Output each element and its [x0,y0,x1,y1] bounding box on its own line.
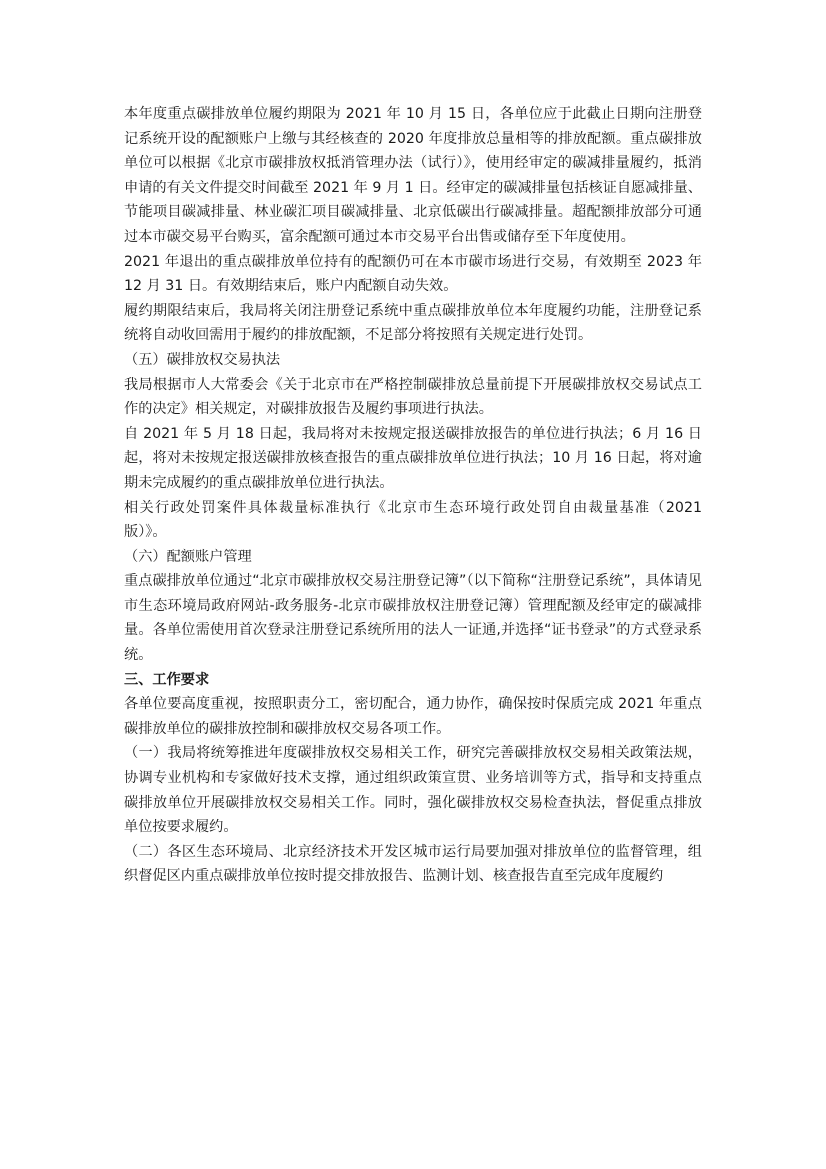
section-heading-account-management: （六）配额账户管理 [124,548,252,565]
paragraph-requirement-1: （一）我局将统筹推进年度碳排放权交易相关工作，研究完善碳排放权交易相关政策法规，协调专业机构和专家做好技术支撑，通过组织政策宣贯、业务培训等方式，指导和支持重点碳排放单位开展碳排放权交易相关工作。同时，强化碳排放权交易检查执法，督促重点排放单位按要求履约。 [124,745,702,836]
paragraph-after-deadline: 履约期限结束后，我局将关闭注册登记系统中重点碳排放单位本年度履约功能，注册登记系统将自动收回需用于履约的排放配额，不足部分将按照有关规定进行处罚。 [124,302,702,344]
paragraph-registry-system: 重点碳排放单位通过“北京市碳排放权交易注册登记簿”（以下简称“注册登记系统”，具体请见市生态环境局政府网站-政务服务-北京市碳排放权注册登记簿）管理配额及经审定的碳减排量。各单位需使用首次登录注册登记系统所用的法人一证通,并选择“证书登录”的方式登录系统。 [124,573,702,664]
document-body [124,102,702,889]
paragraph-exited-units: 2021 年退出的重点碳排放单位持有的配额仍可在本市碳市场进行交易，有效期至 2023 年 12 月 31 日。有效期结束后，账户内配额自动失效。 [124,253,702,295]
paragraph-work-overview: 各单位要高度重视，按照职责分工，密切配合，通力协作，确保按时保质完成 2021 年重点碳排放单位的碳排放控制和碳排放权交易各项工作。 [124,696,702,737]
paragraph-enforcement-basis: 我局根据市人大常委会《关于北京市在严格控制碳排放总量前提下开展碳排放权交易试点工作的决定》相关规定，对碳排放报告及履约事项进行执法。 [124,376,702,418]
paragraph-enforcement-dates: 自 2021 年 5 月 18 日起，我局将对未按规定报送碳排放报告的单位进行执法；6 月 16 日起，将对未按规定报送碳排放核查报告的重点碳排放单位进行执法；10 月 16 日起，将对逾期未完成履约的重点碳排放单位进行执法。 [124,425,702,491]
paragraph-requirement-2: （二）各区生态环境局、北京经济技术开发区城市运行局要加强对排放单位的监督管理，组织督促区内重点碳排放单位按时提交排放报告、监测计划、核查报告直至完成年度履约 [124,843,702,885]
section-heading-work-requirements: 三、工作要求 [124,671,210,688]
paragraph-compliance-deadline: 本年度重点碳排放单位履约期限为 2021 年 10 月 15 日，各单位应于此截止日期向注册登记系统开设的配额账户上缴与其经核查的 2020 年度排放总量相等的排放配额。重点碳排放单位可以根据《北京市碳排放权抵消管理办法（试行）》，使用经审定的碳减排量履约，抵消申请的有关文件提交时间截至 2021 年 9 月 1 日。经审定的碳减排量包括核证自愿减排量、节能项目碳减排量、林业碳汇项目碳减排量、北京低碳出行碳减排量。超配额排放部分可通过本市碳交易平台购买，富余配额可通过本市交易平台出售或储存至下年度使用。 [124,106,702,245]
section-heading-enforcement: （五）碳排放权交易执法 [124,351,281,368]
paragraph-penalty-standard: 相关行政处罚案件具体裁量标准执行《北京市生态环境行政处罚自由裁量基准（2021 版）》。 [124,499,702,541]
